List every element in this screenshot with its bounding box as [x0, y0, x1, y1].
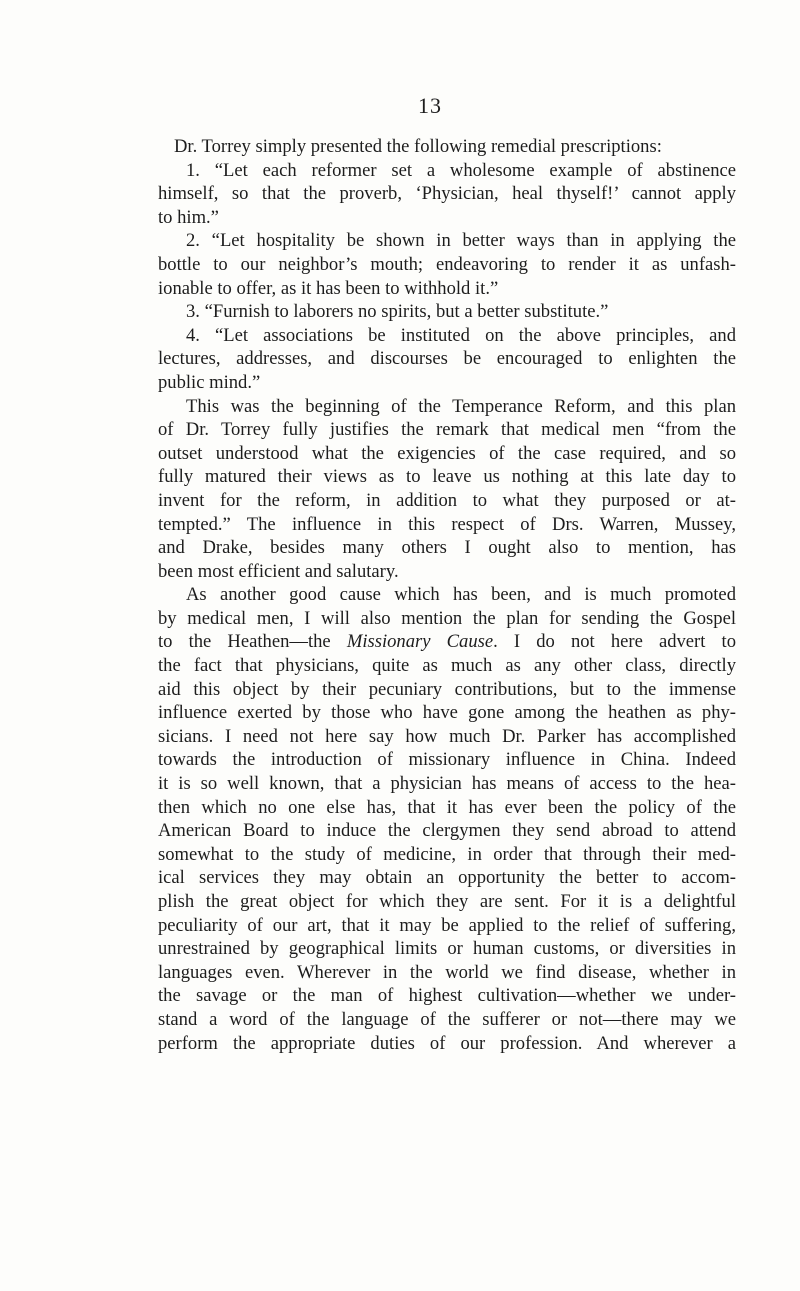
text-line: plish the great object for which they are sent. For it is a delightful — [158, 891, 736, 912]
text-line: towards the introduction of missionary influence in China. Indeed — [158, 749, 736, 771]
text-line: Dr. Torrey simply presented the following remedial prescriptions: — [174, 136, 662, 157]
text-line: 4. “Let associations be instituted on the above principles, and — [186, 324, 736, 346]
text-line: to him.” — [158, 206, 219, 228]
text-line: the savage or the man of highest cultivation—whether we under- — [158, 985, 736, 1007]
text-line: outset understood what the exigencies of the case required, and so — [158, 442, 736, 464]
text-line: perform the appropriate duties of our profession. And wherever a — [158, 1032, 736, 1054]
text-line: American Board to induce the clergymen they send abroad to attend — [158, 820, 736, 842]
text-line: invent for the reform, in addition to what they purposed or at- — [158, 489, 736, 511]
text-line: aid this object by their pecuniary contributions, but to the immense — [158, 678, 736, 700]
text-line: lectures, addresses, and discourses be encouraged to enlighten the — [158, 348, 736, 370]
text-line: and Drake, besides many others I ought also to mention, has — [158, 537, 736, 559]
text-line: the fact that physicians, quite as much as any other class, directly — [158, 655, 736, 677]
text-line: languages even. Wherever in the world we find disease, whether in — [158, 961, 736, 983]
text-line: public mind.” — [158, 371, 261, 393]
text-line: been most efficient and salutary. — [158, 560, 399, 582]
body-text — [158, 135, 736, 1055]
text-line: sicians. I need not here say how much Dr. Parker has accomplished — [158, 725, 736, 747]
text-line: himself, so that the proverb, ‘Physician, heal thyself!’ cannot apply — [158, 183, 736, 205]
text-line: ionable to offer, as it has been to withhold it.” — [158, 277, 499, 299]
text-line: then which no one else has, that it has ever been the policy of the — [158, 796, 736, 818]
text-line: of Dr. Torrey fully justifies the remark that medical men “from the — [158, 419, 736, 441]
text-line: to the Heathen—the Missionary Cause. I do not here advert to — [158, 631, 737, 653]
text-line: 2. “Let hospitality be shown in better ways than in applying the — [186, 230, 736, 252]
text-line: unrestrained by geographical limits or human customs, or diversities in — [158, 938, 736, 960]
text-line: As another good cause which has been, and is much promoted — [186, 584, 736, 606]
page-number: 13 — [418, 93, 442, 118]
text-line: stand a word of the language of the sufferer or not—there may we — [158, 1008, 736, 1030]
text-line: tempted.” The influence in this respect of Drs. Warren, Mussey, — [158, 513, 736, 535]
text-line: This was the beginning of the Temperance Reform, and this plan — [186, 395, 736, 417]
text-line: 3. “Furnish to laborers no spirits, but a better substitute.” — [186, 301, 609, 323]
text-line: peculiarity of our art, that it may be applied to the relief of suffering, — [158, 914, 736, 936]
italic-title: Missionary Cause — [346, 631, 494, 653]
text-line: influence exerted by those who have gone among the heathen as phy- — [158, 702, 736, 724]
text-line: ical services they may obtain an opportunity the better to accom- — [158, 867, 736, 889]
text-line: by medical men, I will also mention the plan for sending the Gospel — [158, 607, 736, 629]
text-line: it is so well known, that a physician has means of access to the hea- — [158, 773, 736, 795]
text-line: fully matured their views as to leave us nothing at this late day to — [158, 466, 736, 488]
text-line: 1. “Let each reformer set a wholesome example of abstinence — [186, 159, 736, 181]
text-line: somewhat to the study of medicine, in order that through their med- — [158, 843, 736, 865]
text-line: bottle to our neighbor’s mouth; endeavoring to render it as unfash- — [158, 253, 736, 275]
